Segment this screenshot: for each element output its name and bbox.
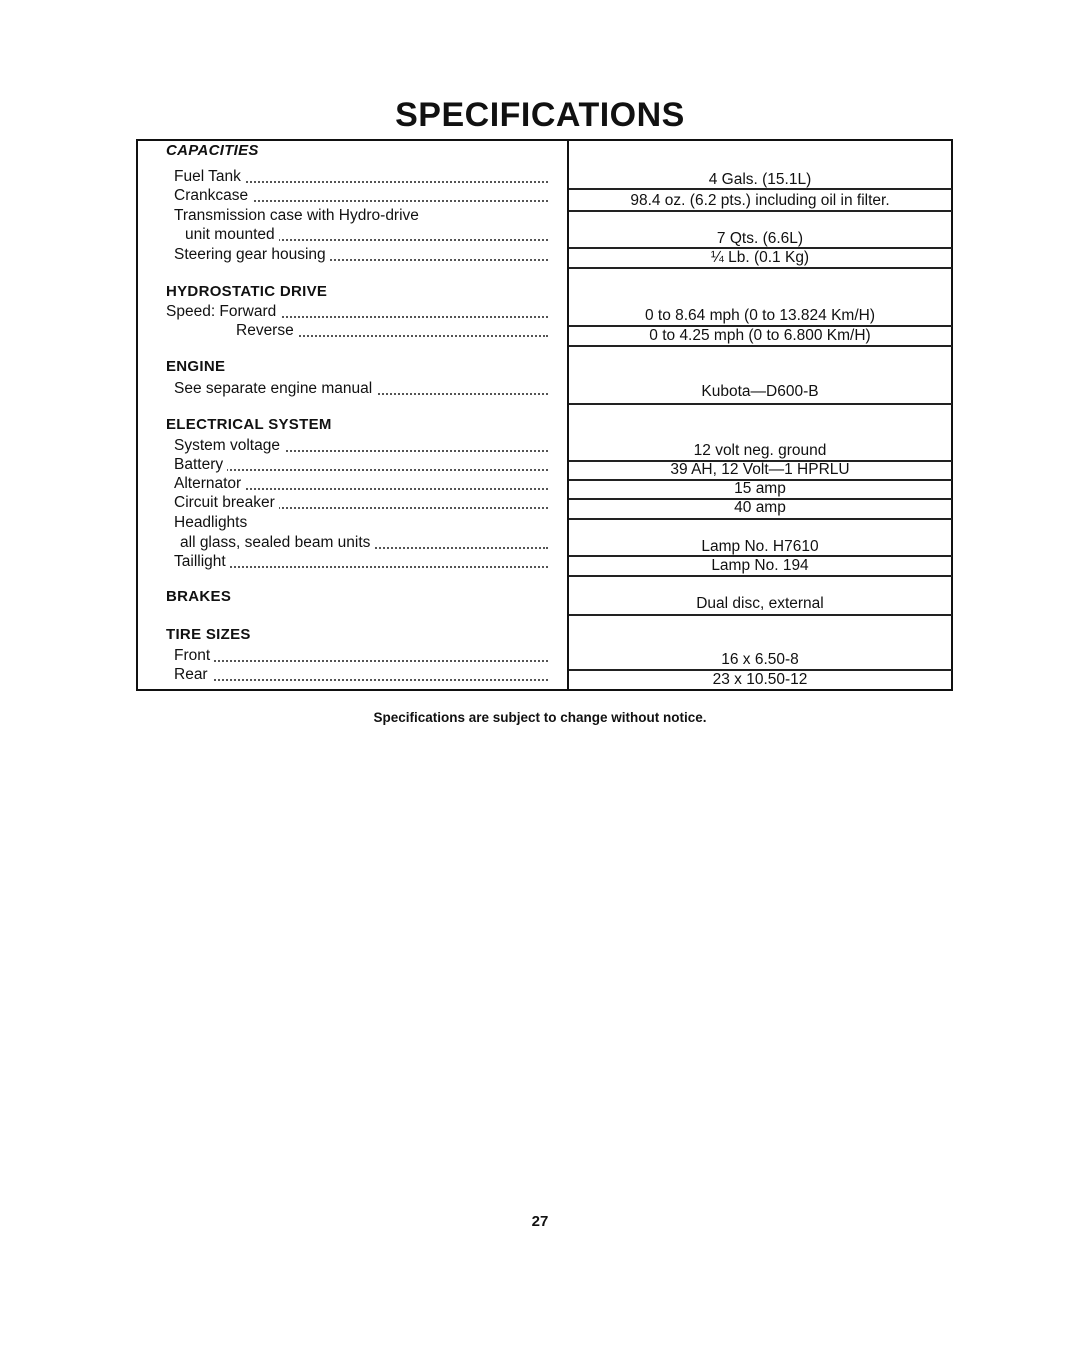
value-fuel-tank: 4 Gals. (15.1L) — [708, 171, 812, 188]
section-hydrostatic-drive: HYDROSTATIC DRIVE — [166, 283, 328, 300]
label-circuit-breaker: Circuit breaker — [174, 493, 548, 512]
section-engine: ENGINE — [166, 358, 226, 375]
section-tire-sizes: TIRE SIZES — [166, 626, 251, 643]
label-headlights-detail: all glass, sealed beam units — [180, 533, 548, 552]
value-engine: Kubota—D600-B — [701, 383, 819, 400]
label-speed-forward: Speed: Forward — [166, 302, 548, 321]
label-system-voltage: System voltage — [174, 436, 548, 455]
change-notice: Specifications are subject to change without notice. — [373, 710, 707, 725]
value-transmission: 7 Qts. (6.6L) — [716, 230, 804, 247]
label-transmission-line1: Transmission case with Hydro-drive — [174, 206, 548, 225]
value-rule — [569, 188, 952, 190]
value-rule — [569, 575, 952, 577]
label-crankcase: Crankcase — [174, 186, 548, 205]
value-circuit-breaker: 40 amp — [734, 499, 786, 516]
label-battery: Battery — [174, 455, 548, 474]
value-steering: ¼ Lb. (0.1 Kg) — [710, 249, 810, 266]
label-taillight: Taillight — [174, 552, 548, 571]
column-divider — [567, 139, 569, 691]
label-transmission-line2: unit mounted — [185, 225, 548, 244]
value-taillight: Lamp No. 194 — [711, 557, 809, 574]
label-alternator: Alternator — [174, 474, 548, 493]
value-rule — [569, 345, 952, 347]
value-alternator: 15 amp — [734, 480, 786, 497]
section-brakes: BRAKES — [166, 588, 232, 605]
value-rule — [569, 518, 952, 520]
value-tire-front: 16 x 6.50-8 — [721, 651, 799, 668]
section-capacities: CAPACITIES — [166, 142, 259, 159]
value-tire-rear: 23 x 10.50-12 — [712, 671, 808, 688]
label-engine-manual: See separate engine manual — [174, 379, 548, 398]
value-crankcase: 98.4 oz. (6.2 pts.) including oil in filter. — [630, 192, 890, 209]
label-headlights: Headlights — [174, 513, 548, 532]
section-electrical-system: ELECTRICAL SYSTEM — [166, 416, 332, 433]
value-system-voltage: 12 volt neg. ground — [693, 442, 827, 459]
value-headlights: Lamp No. H7610 — [701, 538, 819, 555]
label-fuel-tank: Fuel Tank — [174, 167, 548, 186]
value-brakes: Dual disc, external — [696, 595, 824, 612]
page-number: 27 — [531, 1213, 549, 1230]
value-rule — [569, 267, 952, 269]
value-battery: 39 AH, 12 Volt—1 HPRLU — [670, 461, 850, 478]
value-rule — [569, 403, 952, 405]
value-rule — [569, 210, 952, 212]
label-tire-front: Front — [174, 646, 548, 665]
label-tire-rear: Rear — [174, 665, 548, 684]
value-speed-reverse: 0 to 4.25 mph (0 to 6.800 Km/H) — [649, 327, 871, 344]
label-steering: Steering gear housing — [174, 245, 548, 264]
label-speed-reverse: Reverse — [236, 321, 548, 340]
page-title: SPECIFICATIONS — [395, 96, 685, 134]
value-speed-forward: 0 to 8.64 mph (0 to 13.824 Km/H) — [644, 307, 876, 324]
value-rule — [569, 614, 952, 616]
